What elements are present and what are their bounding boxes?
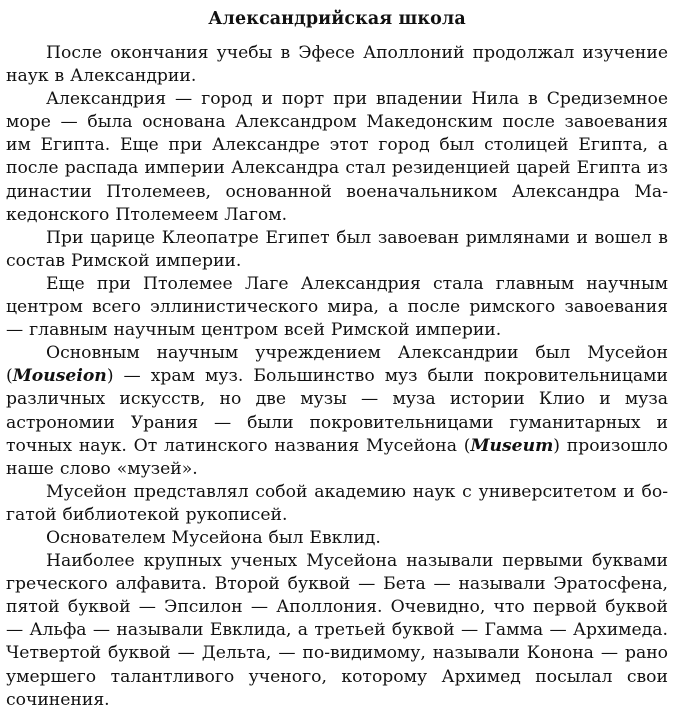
- paragraph-4: Еще при Птолемее Лаге Александрия стала главным научным центром всего эллинистического мира, а после римского завоевания — главным научным центром всей Римской империи.: [6, 273, 668, 341]
- paragraph-2: Александрия — город и порт при впадении Нила в Средиземное море — была основана Александром Македонским после завоевания им Египта. Еще при Александре этот город был столицей Египта, а после распада империи Александра стал резиденцией царей Египта из династии Птолемеев, основанной военачальником Александра Македонского Птолемеем Лагом.: [6, 89, 668, 225]
- paragraph-3: При царице Клеопатре Египет был завоеван римлянами и вошел в состав Римской империи.: [6, 227, 668, 271]
- paragraph-6: Мусейон представлял собой академию наук с университетом и богатой библиотекой рукописей.: [6, 481, 668, 525]
- section-body: [6, 42, 668, 712]
- document-page: [6, 0, 668, 712]
- paragraph-5-part-1: Основным научным учреждением Александрии был Мусейон (: [6, 343, 668, 387]
- paragraph-7: Основателем Мусейона был Евклид.: [46, 527, 381, 548]
- paragraph-5-term-museum: Museum: [470, 435, 554, 456]
- paragraph-5-term-mouseion: Mouseion: [12, 366, 107, 387]
- paragraph-1: После окончания учебы в Эфесе Аполлоний продолжал изучение наук в Александрии.: [6, 43, 668, 87]
- paragraph-5-part-2: ) — храм муз. Большинство муз были покровительницами различных искусств, но две музы — муза истории Клио и муза астрономии Урания — были покровительницами гуманитарных и точных наук. От латинского названия Мусейона (: [6, 366, 668, 456]
- section-title: Александрийская школа: [208, 9, 466, 29]
- paragraph-5-part-3: ) произошло наше слово «музей».: [6, 435, 668, 479]
- paragraph-5: [6, 342, 668, 481]
- paragraph-8: Наиболее крупных ученых Мусейона называли первыми буквами греческого алфавита. Второй буквой — Бета — называли Эратосфена, пятой буквой — Эпсилон — Аполлония. Очевидно, что первой буквой — Альфа — называли Евклида, а третьей буквой — Гамма — Архимеда. Четвертой буквой — Дельта, — по-видимому, называли Конона — рано умершего талантливого ученого, которому Архимед посылал свои сочинения.: [6, 551, 668, 710]
